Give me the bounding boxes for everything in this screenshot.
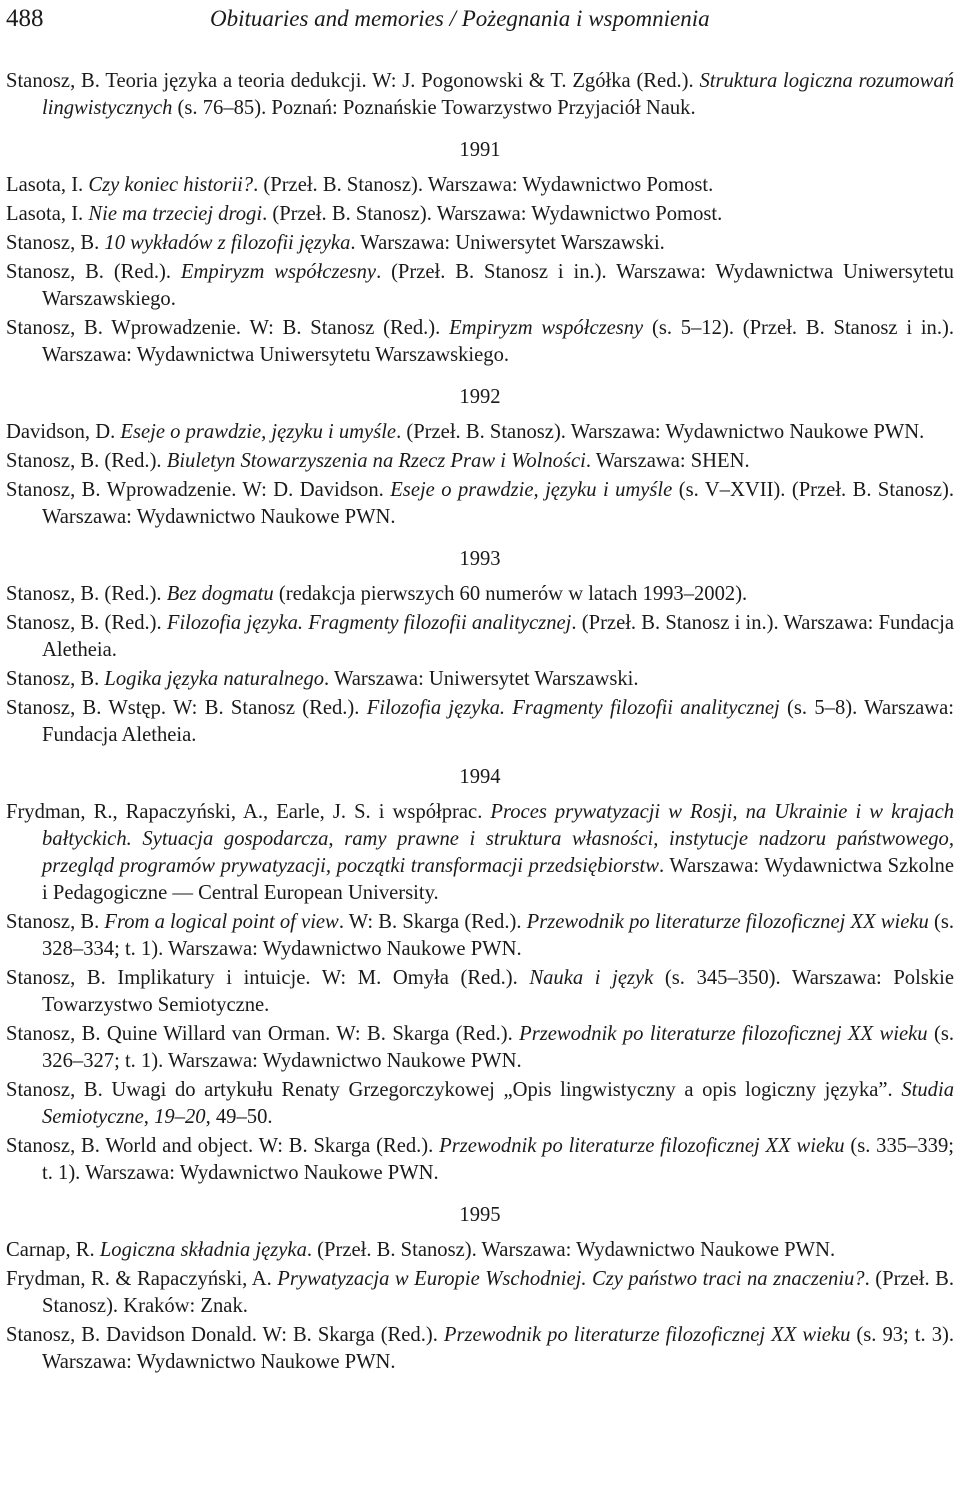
entry-title-italic: Nie ma trzeciej drogi xyxy=(88,203,263,225)
entry-text: Stanosz, B. World and object. W: B. Skarga (Red.). xyxy=(6,1135,440,1157)
entry-text: Stanosz, B. Quine Willard van Orman. W: B. Skarga (Red.). xyxy=(6,1023,520,1045)
entry-title-italic: From a logical point of view xyxy=(104,911,339,933)
bibliography-entry xyxy=(6,477,954,531)
entry-title-italic: Przewodnik po literaturze filozoficznej XX wieku xyxy=(443,1324,851,1346)
entry-title-italic: Studia Semiotyczne xyxy=(42,1079,954,1128)
entry-text: Stanosz, B. Wprowadzenie. W: B. Stanosz (Red.). xyxy=(6,317,450,339)
entry-text: . (Przeł. B. Stanosz). Warszawa: Wydawnictwo Pomost. xyxy=(262,203,723,225)
bibliography-entry xyxy=(6,581,954,608)
bibliography-entry xyxy=(6,1021,954,1075)
entry-text: Stanosz, B. Wstęp. W: B. Stanosz (Red.). xyxy=(6,697,367,719)
year-heading: 1994 xyxy=(459,766,501,788)
entry-text: . Warszawa: SHEN. xyxy=(585,450,750,472)
entry-text: Stanosz, B. Davidson Donald. W: B. Skarga (Red.). xyxy=(6,1324,444,1346)
running-head xyxy=(6,0,954,58)
year-heading: 1992 xyxy=(459,386,501,408)
bibliography-entry xyxy=(6,68,954,122)
entry-title-italic: Przewodnik po literaturze filozoficznej XX wieku xyxy=(519,1023,928,1045)
bibliography-entry xyxy=(6,799,954,907)
running-title: Obituaries and memories / Pożegnania i wspomnienia xyxy=(210,6,710,31)
entry-text: . (Przeł. B. Stanosz). Warszawa: Wydawnictwo Naukowe PWN. xyxy=(396,421,925,443)
entry-title-italic: Przewodnik po literaturze filozoficznej XX wieku xyxy=(526,911,929,933)
bibliography-entry xyxy=(6,1322,954,1376)
entry-text: . Warszawa: Uniwersytet Warszawski. xyxy=(350,232,665,254)
bibliography-entry xyxy=(6,965,954,1019)
entry-title-italic: 19–20 xyxy=(154,1106,206,1128)
entry-text: . (Przeł. B. Stanosz). Kraków: Znak. xyxy=(42,1268,954,1317)
entry-title-italic: Logika języka naturalnego xyxy=(104,668,325,690)
entry-title-italic: Prywatyzacja w Europie Wschodniej. Czy państwo traci na znaczeniu? xyxy=(277,1268,865,1290)
entry-text: (s. 326–327; t. 1). Warszawa: Wydawnictwo Naukowe PWN. xyxy=(42,1023,954,1072)
year-heading: 1991 xyxy=(459,139,501,161)
bibliography-entry xyxy=(6,259,954,313)
bibliography-entry xyxy=(6,1266,954,1320)
bibliography-entry xyxy=(6,666,954,693)
entry-text: Carnap, R. xyxy=(6,1239,100,1261)
entry-text: Frydman, R., Rapaczyński, A., Earle, J. S. i współprac. xyxy=(6,801,491,823)
entry-text: Lasota, I. xyxy=(6,203,89,225)
entry-text: Stanosz, B. xyxy=(6,911,105,933)
entry-text: (s. 93; t. 3). Warszawa: Wydawnictwo Naukowe PWN. xyxy=(42,1324,954,1373)
entry-text: Stanosz, B. Implikatury i intuicje. W: M. Omyła (Red.). xyxy=(6,967,530,989)
entry-text: (s. 335–339; t. 1). Warszawa: Wydawnictwo Naukowe PWN. xyxy=(42,1135,954,1184)
entry-text: . W: B. Skarga (Red.). xyxy=(338,911,527,933)
entry-text: Stanosz, B. Teoria języka a teoria dedukcji. W: J. Pogonowski & T. Zgółka (Red.). xyxy=(6,70,700,92)
entry-text: Frydman, R. & Rapaczyński, A. xyxy=(6,1268,278,1290)
entry-title-italic: Filozofia języka. Fragmenty filozofii analitycznej xyxy=(366,697,780,719)
entry-text: , 49–50. xyxy=(205,1106,273,1128)
bibliography-entry xyxy=(6,695,954,749)
entry-text: Lasota, I. xyxy=(6,174,89,196)
bibliography-entry xyxy=(6,610,954,664)
entry-text: (s. V–XVII). (Przeł. B. Stanosz). Warszawa: Wydawnictwo Naukowe PWN. xyxy=(42,479,954,528)
entry-title-italic: Filozofia języka. Fragmenty filozofii analitycznej xyxy=(166,612,572,634)
entry-text: Davidson, D. xyxy=(6,421,121,443)
entry-text: (s. 5–12). (Przeł. B. Stanosz i in.). Warszawa: Wydawnictwa Uniwersytetu Warszawskiego. xyxy=(42,317,954,366)
entry-text: Stanosz, B. (Red.). xyxy=(6,450,167,472)
bibliography-entry xyxy=(6,315,954,369)
entry-text: (s. 328–334; t. 1). Warszawa: Wydawnictwo Naukowe PWN. xyxy=(42,911,955,960)
bibliography-entry xyxy=(6,230,954,257)
entry-text: Stanosz, B. xyxy=(6,668,105,690)
entry-text: . (Przeł. B. Stanosz). Warszawa: Wydawnictwo Naukowe PWN. xyxy=(306,1239,836,1261)
entry-text: . (Przeł. B. Stanosz i in.). Warszawa: Wydawnictwa Uniwersytetu Warszawskiego. xyxy=(42,261,954,310)
page-number: 488 xyxy=(6,5,44,32)
entry-text: (s. 5–8). Warszawa: Fundacja Aletheia. xyxy=(42,697,954,746)
entry-title-italic: 10 wykładów z filozofii języka xyxy=(104,232,351,254)
entry-title-italic: Struktura logiczna rozumowań lingwistycznych xyxy=(42,70,954,119)
entry-text: (redakcja pierwszych 60 numerów w latach 1993–2002). xyxy=(273,583,748,605)
entry-title-italic: Przewodnik po literaturze filozoficznej XX wieku xyxy=(439,1135,845,1157)
entry-text: Stanosz, B. Wprowadzenie. W: D. Davidson. xyxy=(6,479,391,501)
entry-text: Stanosz, B. (Red.). xyxy=(6,261,181,283)
bibliography-entry xyxy=(6,1133,954,1187)
year-heading: 1993 xyxy=(459,548,501,570)
bibliography-entry xyxy=(6,1237,954,1264)
entry-title-italic: Czy koniec historii? xyxy=(88,174,254,196)
bibliography-entry xyxy=(6,201,954,228)
entry-text: . Warszawa: Wydawnictwa Szkolne i Pedagogiczne — Central European University. xyxy=(42,855,954,904)
entry-title-italic: Eseje o prawdzie, języku i umyśle xyxy=(390,479,673,501)
entry-title-italic: Bez dogmatu xyxy=(166,583,274,605)
entry-text: Stanosz, B. Uwagi do artykułu Renaty Grzegorczykowej „Opis lingwistyczny a opis logiczny języka”. xyxy=(6,1079,902,1101)
entry-text: (s. 345–350). Warszawa: Polskie Towarzystwo Semiotyczne. xyxy=(42,967,954,1016)
bibliography-entry xyxy=(6,1077,954,1131)
entry-text: , xyxy=(143,1106,155,1128)
entry-title-italic: Empiryzm współczesny xyxy=(449,317,644,339)
entry-text: Stanosz, B. xyxy=(6,232,105,254)
entry-text: . Warszawa: Uniwersytet Warszawski. xyxy=(324,668,639,690)
entry-text: . (Przeł. B. Stanosz). Warszawa: Wydawnictwo Pomost. xyxy=(253,174,714,196)
entry-text: (s. 76–85). Poznań: Poznańskie Towarzystwo Przyjaciół Nauk. xyxy=(172,97,696,119)
entry-title-italic: Biuletyn Stowarzyszenia na Rzecz Praw i Wolności xyxy=(166,450,586,472)
entry-title-italic: Nauka i język xyxy=(529,967,654,989)
entry-text: . (Przeł. B. Stanosz i in.). Warszawa: Fundacja Aletheia. xyxy=(42,612,955,661)
bibliography-entry xyxy=(6,448,954,475)
bibliography-content xyxy=(6,58,954,1376)
entry-title-italic: Empiryzm współczesny xyxy=(180,261,377,283)
entry-title-italic: Proces prywatyzacji w Rosji, na Ukrainie i w krajach bałtyckich. Sytuacja gospodarcza, ramy prawne i struktura własności, instytucje nadzoru państwowego, przegląd programów prywatyzacji, początki transformacji przedsiębiorstw xyxy=(42,801,955,877)
entry-title-italic: Logiczna składnia języka xyxy=(99,1239,307,1261)
entry-text: Stanosz, B. (Red.). xyxy=(6,612,167,634)
bibliography-entry xyxy=(6,419,954,446)
year-heading: 1995 xyxy=(459,1204,501,1226)
entry-title-italic: Eseje o prawdzie, języku i umyśle xyxy=(120,421,397,443)
entry-text: Stanosz, B. (Red.). xyxy=(6,583,167,605)
bibliography-entry xyxy=(6,909,954,963)
bibliography-entry xyxy=(6,172,954,199)
